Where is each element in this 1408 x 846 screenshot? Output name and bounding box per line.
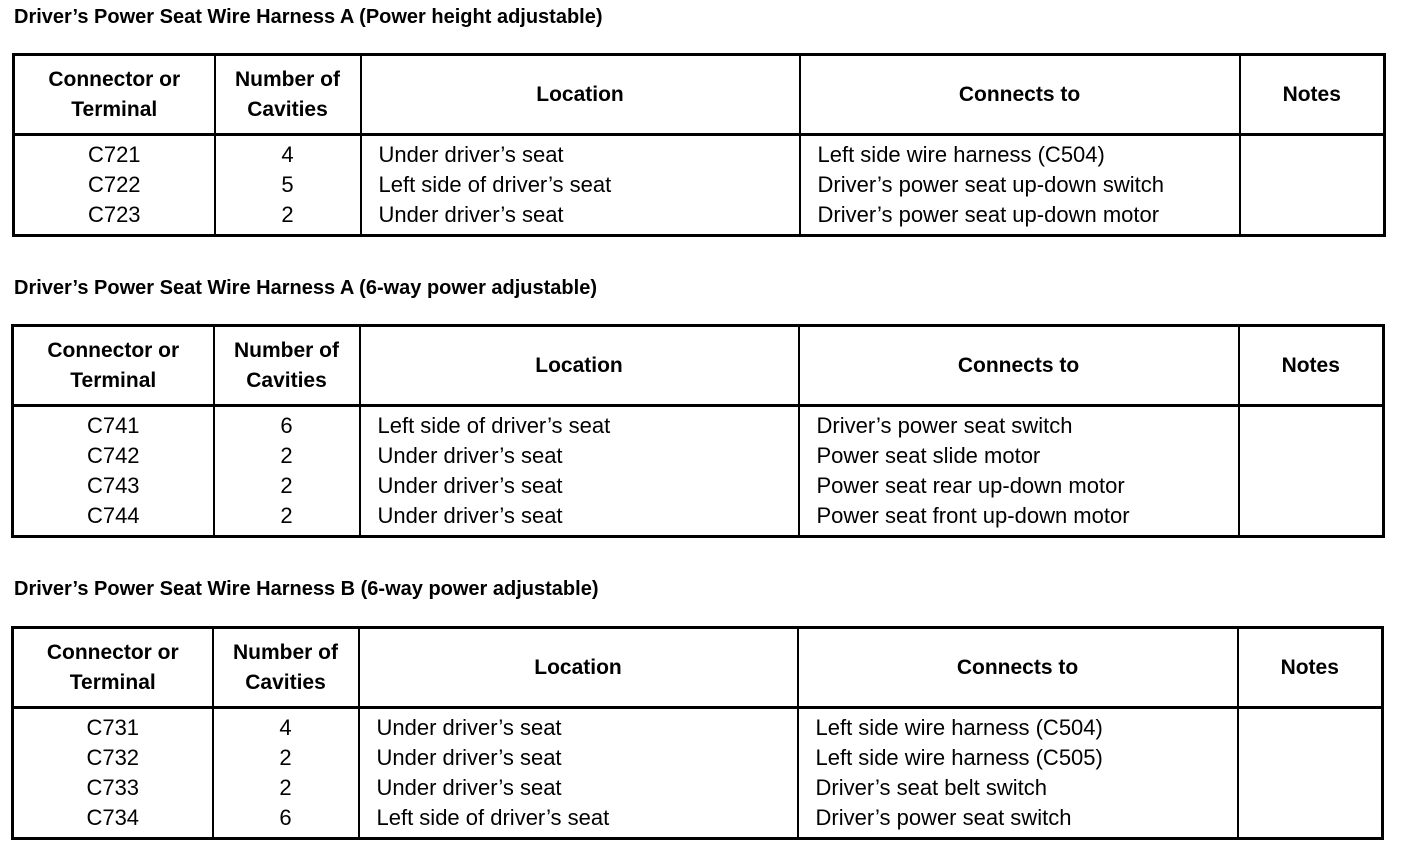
- cell-connects-to: Driver’s power seat switch: [798, 803, 1238, 839]
- cell-location: Left side of driver’s seat: [361, 170, 800, 200]
- cell-connector: C732: [13, 743, 213, 773]
- cell-location: Under driver’s seat: [360, 471, 799, 501]
- cell-location: Under driver’s seat: [360, 501, 799, 537]
- header-connector: Connector or Terminal: [13, 628, 213, 708]
- header-cavities: Number of Cavities: [215, 55, 361, 135]
- header-connector: Connector or Terminal: [13, 326, 214, 406]
- cell-location: Left side of driver’s seat: [360, 406, 799, 442]
- cell-connector: C721: [14, 135, 215, 171]
- cell-cavities: 2: [215, 200, 361, 236]
- cell-connector: C733: [13, 773, 213, 803]
- table-row: [13, 803, 1383, 839]
- cell-connects-to: Power seat rear up-down motor: [799, 471, 1239, 501]
- cell-connector: C734: [13, 803, 213, 839]
- cell-cavities: 6: [213, 803, 359, 839]
- section-title: Driver’s Power Seat Wire Harness A (6-way power adjustable): [14, 277, 597, 299]
- cell-location: Under driver’s seat: [359, 708, 798, 744]
- cell-notes: [1239, 441, 1384, 471]
- cell-connects-to: Left side wire harness (C504): [798, 708, 1238, 744]
- table-row: [13, 441, 1384, 471]
- cell-cavities: 5: [215, 170, 361, 200]
- cell-connector: C723: [14, 200, 215, 236]
- table-header-row: [13, 326, 1384, 406]
- table-header-row: [14, 55, 1385, 135]
- connector-table: [12, 53, 1386, 237]
- cell-notes: [1240, 170, 1385, 200]
- connector-table: [11, 626, 1384, 840]
- cell-location: Under driver’s seat: [359, 743, 798, 773]
- cell-cavities: 6: [214, 406, 360, 442]
- header-location: Location: [361, 55, 800, 135]
- section-title: Driver’s Power Seat Wire Harness A (Power height adjustable): [14, 6, 603, 28]
- cell-notes: [1238, 743, 1383, 773]
- cell-cavities: 4: [215, 135, 361, 171]
- cell-cavities: 2: [213, 773, 359, 803]
- cell-connector: C743: [13, 471, 214, 501]
- header-connector: Connector or Terminal: [14, 55, 215, 135]
- table-row: [13, 501, 1384, 537]
- table-row: [14, 200, 1385, 236]
- cell-notes: [1238, 708, 1383, 744]
- cell-location: Under driver’s seat: [361, 200, 800, 236]
- cell-location: Left side of driver’s seat: [359, 803, 798, 839]
- cell-connector: C731: [13, 708, 213, 744]
- cell-notes: [1239, 406, 1384, 442]
- cell-notes: [1240, 135, 1385, 171]
- table-row: [14, 170, 1385, 200]
- cell-connects-to: Left side wire harness (C504): [800, 135, 1240, 171]
- header-cavities: Number of Cavities: [214, 326, 360, 406]
- header-location: Location: [359, 628, 798, 708]
- table-row: [13, 743, 1383, 773]
- header-cavities: Number of Cavities: [213, 628, 359, 708]
- table-row: [13, 406, 1384, 442]
- cell-connects-to: Power seat front up-down motor: [799, 501, 1239, 537]
- cell-location: Under driver’s seat: [359, 773, 798, 803]
- cell-connector: C742: [13, 441, 214, 471]
- cell-connects-to: Left side wire harness (C505): [798, 743, 1238, 773]
- cell-connects-to: Driver’s power seat up-down switch: [800, 170, 1240, 200]
- cell-notes: [1240, 200, 1385, 236]
- header-connects-to: Connects to: [798, 628, 1238, 708]
- header-connects-to: Connects to: [799, 326, 1239, 406]
- cell-connector: C722: [14, 170, 215, 200]
- cell-connector: C741: [13, 406, 214, 442]
- header-notes: Notes: [1239, 326, 1384, 406]
- table-row: [14, 135, 1385, 171]
- header-connects-to: Connects to: [800, 55, 1240, 135]
- section-title: Driver’s Power Seat Wire Harness B (6-way power adjustable): [14, 578, 599, 600]
- cell-notes: [1239, 471, 1384, 501]
- connector-table: [11, 324, 1385, 538]
- cell-connects-to: Driver’s power seat up-down motor: [800, 200, 1240, 236]
- cell-connects-to: Driver’s power seat switch: [799, 406, 1239, 442]
- cell-notes: [1239, 501, 1384, 537]
- cell-cavities: 2: [214, 441, 360, 471]
- table-row: [13, 471, 1384, 501]
- cell-cavities: 2: [214, 471, 360, 501]
- cell-notes: [1238, 773, 1383, 803]
- cell-notes: [1238, 803, 1383, 839]
- cell-connects-to: Driver’s seat belt switch: [798, 773, 1238, 803]
- cell-connector: C744: [13, 501, 214, 537]
- cell-cavities: 2: [214, 501, 360, 537]
- cell-connects-to: Power seat slide motor: [799, 441, 1239, 471]
- header-notes: Notes: [1240, 55, 1385, 135]
- header-notes: Notes: [1238, 628, 1383, 708]
- cell-location: Under driver’s seat: [360, 441, 799, 471]
- cell-cavities: 2: [213, 743, 359, 773]
- header-location: Location: [360, 326, 799, 406]
- table-row: [13, 708, 1383, 744]
- cell-cavities: 4: [213, 708, 359, 744]
- table-header-row: [13, 628, 1383, 708]
- cell-location: Under driver’s seat: [361, 135, 800, 171]
- table-row: [13, 773, 1383, 803]
